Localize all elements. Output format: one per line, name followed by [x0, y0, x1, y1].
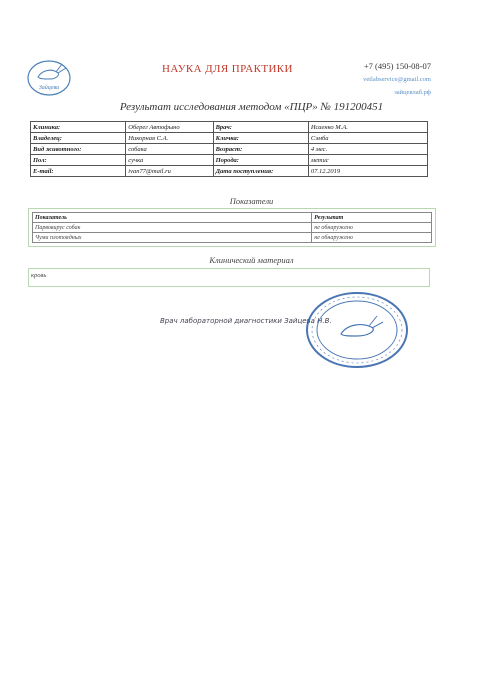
- doctor-signature-line: Врач лабораторной диагностики Зайцева Н.В.: [160, 317, 332, 325]
- website-link[interactable]: зайцевлаб.рф: [394, 89, 431, 96]
- indicator-result: не обнаружено: [312, 223, 432, 233]
- info-value: Оберег Автофыно: [126, 122, 213, 133]
- phone-number[interactable]: +7 (495) 150-08-07: [363, 61, 431, 71]
- info-label: Врач:: [213, 122, 308, 133]
- contacts-block: [363, 60, 431, 99]
- info-label: Дата поступления:: [213, 166, 308, 177]
- info-label: Владелец:: [31, 133, 126, 144]
- info-label: E-mail:: [31, 166, 126, 177]
- material-heading: Клинический материал: [209, 255, 294, 265]
- indicators-table: [32, 212, 432, 243]
- material-value: кровь: [31, 272, 47, 279]
- info-label: Порода:: [213, 155, 308, 166]
- svg-text:Зайцева: Зайцева: [38, 85, 60, 91]
- patient-info-table: [30, 121, 428, 177]
- info-row: [31, 155, 428, 166]
- company-logo: [26, 58, 72, 98]
- indicator-name: Чума плотоядных: [33, 233, 312, 243]
- info-label: Возраст:: [213, 144, 308, 155]
- table-header-row: [33, 213, 432, 223]
- info-value: собака: [126, 144, 213, 155]
- indicators-heading: Показатели: [229, 196, 274, 206]
- hare-icon: [26, 58, 72, 98]
- info-label: Пол:: [31, 155, 126, 166]
- info-value: 07.12.2019: [308, 166, 427, 177]
- lab-stamp: [303, 290, 411, 370]
- info-label: Вид животного:: [31, 144, 126, 155]
- email-link[interactable]: vetlabservice@gmail.com: [363, 76, 431, 83]
- info-value: 4 мес.: [308, 144, 427, 155]
- info-value: Никорная С.А.: [126, 133, 213, 144]
- info-label: Кличка:: [213, 133, 308, 144]
- indicator-result: не обнаружено: [312, 233, 432, 243]
- info-row: [31, 144, 428, 155]
- info-row: [31, 122, 428, 133]
- table-row: [33, 233, 432, 243]
- info-value: сучка: [126, 155, 213, 166]
- table-row: [33, 223, 432, 233]
- info-row: [31, 133, 428, 144]
- indicator-name: Парвовирус собак: [33, 223, 312, 233]
- header-title: НАУКА ДЛЯ ПРАКТИКИ: [162, 63, 293, 75]
- info-value: Сэмба: [308, 133, 427, 144]
- column-header-result: Результат: [312, 213, 432, 223]
- info-value: ivan77@mail.ru: [126, 166, 213, 177]
- info-row: [31, 166, 428, 177]
- indicators-box: [28, 208, 436, 247]
- info-value: Исаенко М.А.: [308, 122, 427, 133]
- round-seal-icon: [303, 290, 411, 370]
- info-value: метис: [308, 155, 427, 166]
- material-box: [28, 268, 430, 287]
- column-header-indicator: Показатель: [33, 213, 312, 223]
- info-label: Клиника:: [31, 122, 126, 133]
- document-title: Результат исследования методом «ПЦР» № 191200451: [119, 101, 384, 113]
